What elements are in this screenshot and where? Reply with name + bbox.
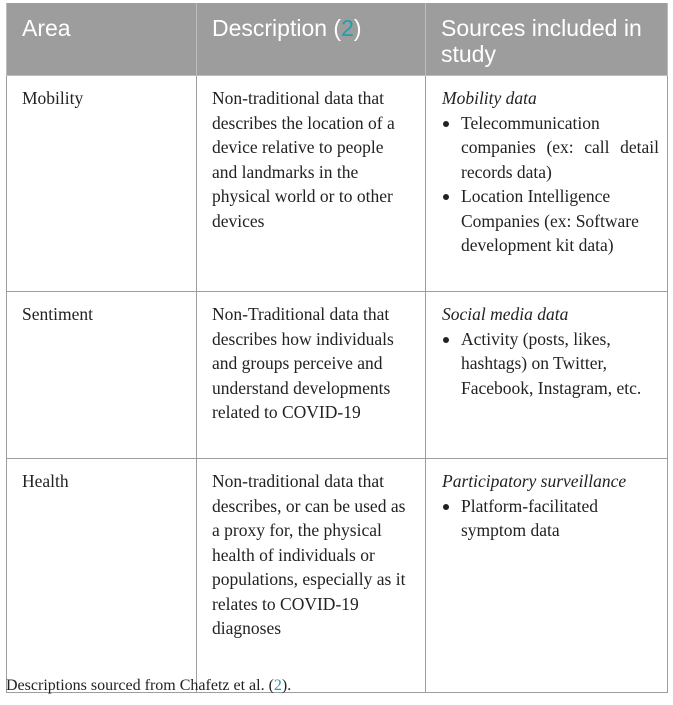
cell-description: Non-Traditional data that describes how individuals and groups perceive and understand developments related to COVID-19 <box>197 292 426 459</box>
source-list-item: Telecommunication companies (ex: call detail records data) <box>442 111 659 185</box>
header-description: Description (2) <box>197 3 426 76</box>
table-caption: Descriptions sourced from Chafetz et al. (2). <box>6 677 292 694</box>
source-category-title: Mobility data <box>442 88 537 108</box>
source-list-item: Location Intelligence Companies (ex: Software development kit data) <box>442 184 659 258</box>
header-description-reference-link[interactable]: 2 <box>341 15 354 41</box>
header-sources: Sources included in study <box>426 3 668 76</box>
table-row-mobility <box>7 76 668 292</box>
cell-area: Mobility <box>7 76 197 292</box>
cell-description: Non-traditional data that describes, or can be used as a proxy for, the physical health of individuals or populations, especially as it relates to COVID-19 diagnoses <box>197 459 426 693</box>
source-list-item: Platform-facilitated symptom data <box>442 494 659 543</box>
source-list <box>442 494 659 543</box>
cell-area: Sentiment <box>7 292 197 459</box>
source-category-title: Participatory surveillance <box>442 471 627 491</box>
source-list-item: Activity (posts, likes, hashtags) on Twitter, Facebook, Instagram, etc. <box>442 327 659 401</box>
cell-area: Health <box>7 459 197 693</box>
table-row-sentiment <box>7 292 668 459</box>
source-list <box>442 111 659 258</box>
table-header-row <box>7 3 668 76</box>
cell-sources <box>426 76 668 292</box>
caption-reference-link[interactable]: 2 <box>273 677 282 694</box>
header-area: Area <box>7 3 197 76</box>
table-row-health <box>7 459 668 693</box>
source-list <box>442 327 659 401</box>
cell-sources <box>426 292 668 459</box>
cell-sources <box>426 459 668 693</box>
cell-description: Non-traditional data that describes the location of a device relative to people and landmarks in the physical world or to other devices <box>197 76 426 292</box>
data-sources-table <box>6 3 668 693</box>
source-category-title: Social media data <box>442 304 569 324</box>
